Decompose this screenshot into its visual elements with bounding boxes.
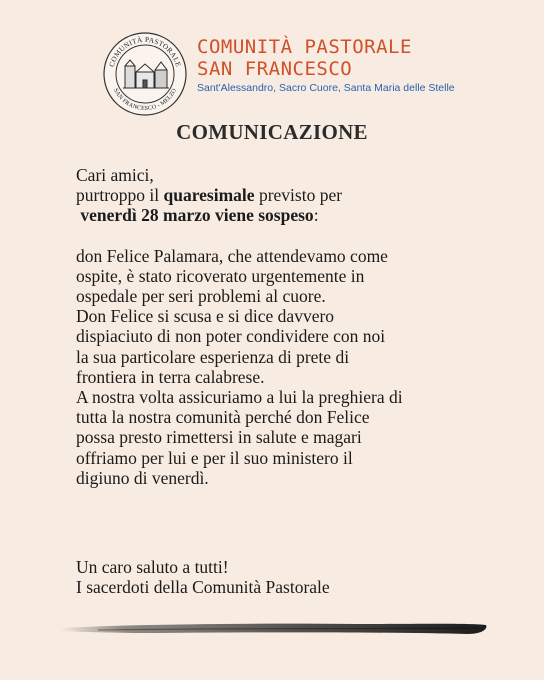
bold-segment: venerdì 28 marzo viene sospeso: [80, 205, 314, 226]
announcement-line-2: [76, 205, 476, 225]
message-footer: [76, 557, 476, 597]
paragraph-line: possa presto rimettersi in salute e magari: [76, 427, 362, 448]
org-title-line2: SAN FRANCESCO: [197, 58, 353, 80]
paragraph-line: A nostra volta assicuriamo a lui la preghiera di: [76, 387, 403, 408]
announcement-line-1: [76, 185, 476, 205]
spacer: [76, 226, 476, 246]
logo-ring-top-text: COMUNITÀ PASTORALE: [107, 35, 183, 68]
logo-ring-bottom-text: SAN FRANCESCO - MELZO: [111, 87, 179, 113]
closing-greeting: Un caro saluto a tutti!: [76, 557, 229, 577]
text-segment: previsto per: [254, 185, 343, 206]
brush-stroke-divider: [58, 612, 490, 640]
message-body: [76, 165, 476, 488]
parish-logo: [103, 32, 187, 116]
page-heading: COMUNICAZIONE: [176, 120, 368, 144]
signature: I sacerdoti della Comunità Pastorale: [76, 577, 330, 598]
text-segment: :: [313, 205, 319, 226]
paragraph-line: Don Felice si scusa e si dice davvero: [76, 306, 335, 327]
paragraph-line: tutta la nostra comunità perché don Felice: [76, 407, 370, 428]
paragraph-line: digiuno di venerdì.: [76, 467, 209, 488]
greeting-line: Cari amici,: [76, 165, 154, 185]
text-segment: purtroppo il: [76, 185, 164, 206]
paragraph-line: frontiera in terra calabrese.: [76, 366, 265, 387]
bold-segment: quaresimale: [163, 185, 255, 206]
paragraph-line: don Felice Palamara, che attendevamo come: [76, 245, 388, 266]
paragraph-line: ospedale per seri problemi al cuore.: [76, 286, 326, 307]
paragraph-line: la sua particolare esperienza di prete di: [76, 346, 350, 367]
org-subtitle: Sant'Alessandro, Sacro Cuore, Santa Maria delle Stelle: [197, 82, 455, 94]
org-title-line1: COMUNITÀ PASTORALE: [197, 36, 412, 58]
paragraph-line: ospite, è stato ricoverato urgentemente in: [76, 265, 365, 286]
org-title: [197, 36, 412, 80]
paragraph-line: dispiaciuto di non poter condividere con noi: [76, 326, 386, 347]
paragraph-line: offriamo per lui e per il suo ministero il: [76, 447, 353, 468]
